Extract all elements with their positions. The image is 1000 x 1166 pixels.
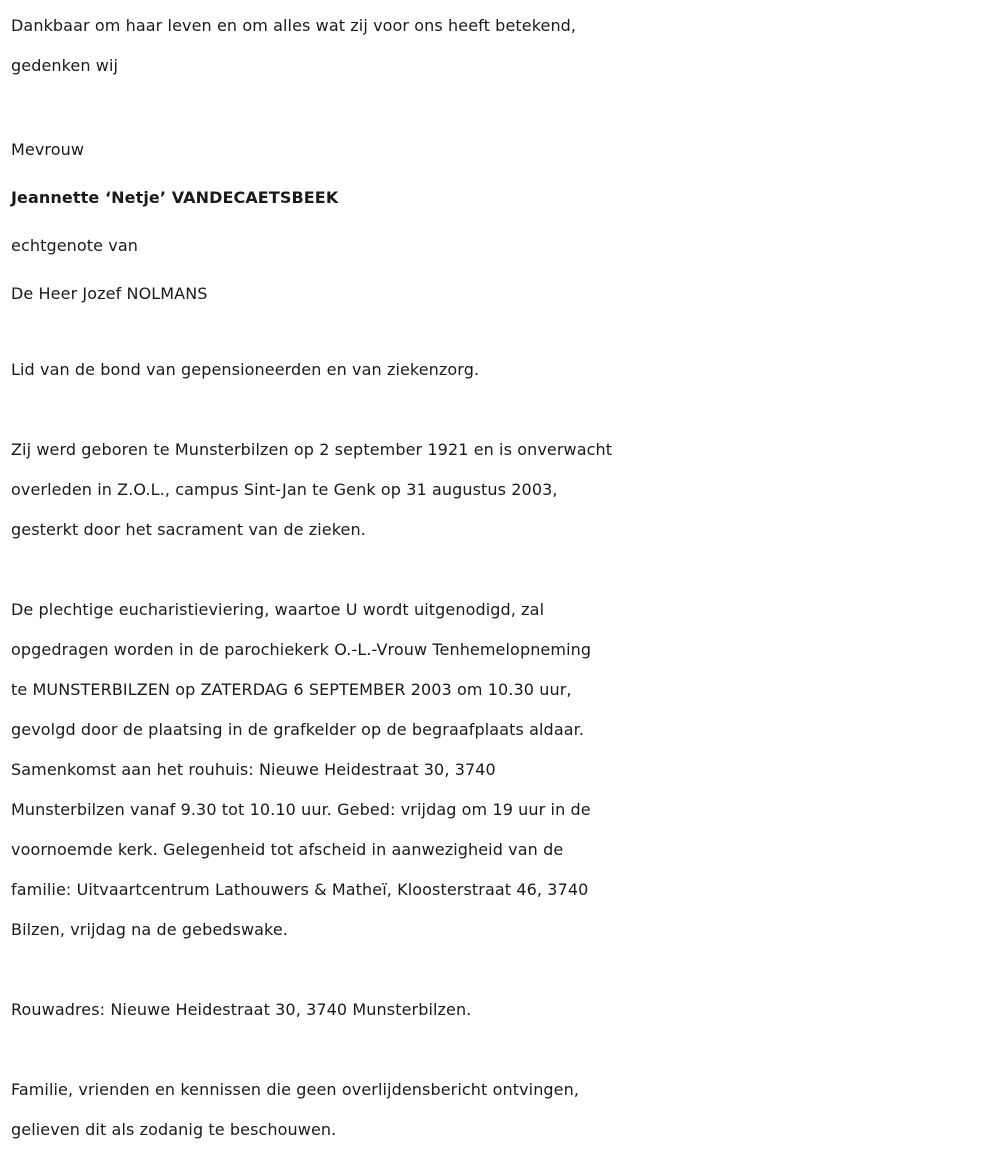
relation-text: echtgenote van bbox=[11, 236, 139, 255]
spacer bbox=[11, 86, 1000, 126]
ceremony-line-2: opgedragen worden in de parochiekerk O.-L.-Vrouw Tenhemelopneming bbox=[11, 640, 592, 659]
spacer bbox=[11, 1030, 1000, 1070]
membership-text: Lid van de bond van gepensioneerden en van ziekenzorg. bbox=[11, 360, 480, 379]
life-line-1: Zij werd geboren te Munsterbilzen op 2 september 1921 en is onverwacht bbox=[11, 440, 613, 459]
spacer bbox=[11, 950, 1000, 990]
spacer bbox=[11, 390, 1000, 430]
spouse-name: De Heer Jozef NOLMANS bbox=[11, 284, 208, 303]
address-text: Rouwadres: Nieuwe Heidestraat 30, 3740 Munsterbilzen. bbox=[11, 1000, 472, 1019]
ceremony-line-7: voornoemde kerk. Gelegenheid tot afscheid in aanwezigheid van de bbox=[11, 840, 564, 859]
life-line-2: overleden in Z.O.L., campus Sint-Jan te Genk op 31 augustus 2003, bbox=[11, 480, 558, 499]
closing-line-2: gelieven dit als zodanig te beschouwen. bbox=[11, 1120, 337, 1139]
deceased-title: Mevrouw bbox=[11, 140, 85, 159]
life-line-3: gesterkt door het sacrament van de zieken. bbox=[11, 520, 366, 539]
ceremony-line-3: te MUNSTERBILZEN op ZATERDAG 6 SEPTEMBER 2003 om 10.30 uur, bbox=[11, 680, 572, 699]
intro-line-2: gedenken wij bbox=[11, 56, 119, 75]
ceremony-line-4: gevolgd door de plaatsing in de grafkelder op de begraafplaats aldaar. bbox=[11, 720, 585, 739]
ceremony-line-5: Samenkomst aan het rouhuis: Nieuwe Heidestraat 30, 3740 bbox=[11, 760, 496, 779]
ceremony-line-8: familie: Uitvaartcentrum Lathouwers & Matheï, Kloosterstraat 46, 3740 bbox=[11, 880, 589, 899]
closing-line-1: Familie, vrienden en kennissen die geen overlijdensbericht ontvingen, bbox=[11, 1080, 580, 1099]
deceased-name: Jeannette ‘Netje’ VANDECAETSBEEK bbox=[11, 188, 339, 207]
ceremony-line-1: De plechtige eucharistieviering, waartoe U wordt uitgenodigd, zal bbox=[11, 600, 545, 619]
ceremony-line-9: Bilzen, vrijdag na de gebedswake. bbox=[11, 920, 288, 939]
spacer bbox=[11, 550, 1000, 590]
intro-line-1: Dankbaar om haar leven en om alles wat zij voor ons heeft betekend, bbox=[11, 16, 577, 35]
spacer bbox=[11, 318, 1000, 350]
ceremony-line-6: Munsterbilzen vanaf 9.30 tot 10.10 uur. Gebed: vrijdag om 19 uur in de bbox=[11, 800, 591, 819]
